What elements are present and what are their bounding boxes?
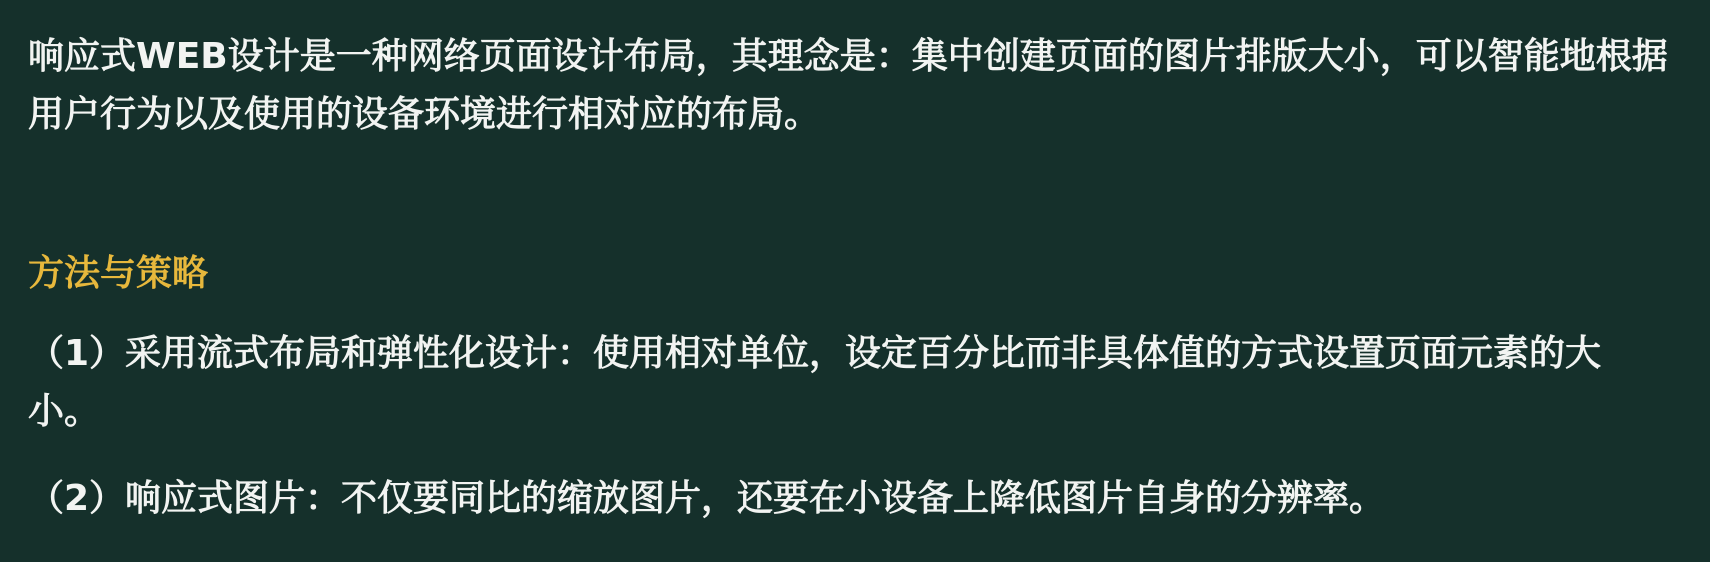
section-heading: 方法与策略: [28, 253, 209, 294]
strategy-item-1: （1）采用流式布局和弹性化设计：使用相对单位，设定百分比而非具体值的方式设置页面元素的大小。: [28, 333, 1602, 432]
intro-paragraph: 响应式WEB设计是一种网络页面设计布局，其理念是：集中创建页面的图片排版大小，可以智能地根据用户行为以及使用的设备环境进行相对应的布局。: [28, 36, 1668, 135]
strategy-item-2: （2）响应式图片：不仅要同比的缩放图片，还要在小设备上降低图片自身的分辨率。: [28, 478, 1386, 519]
